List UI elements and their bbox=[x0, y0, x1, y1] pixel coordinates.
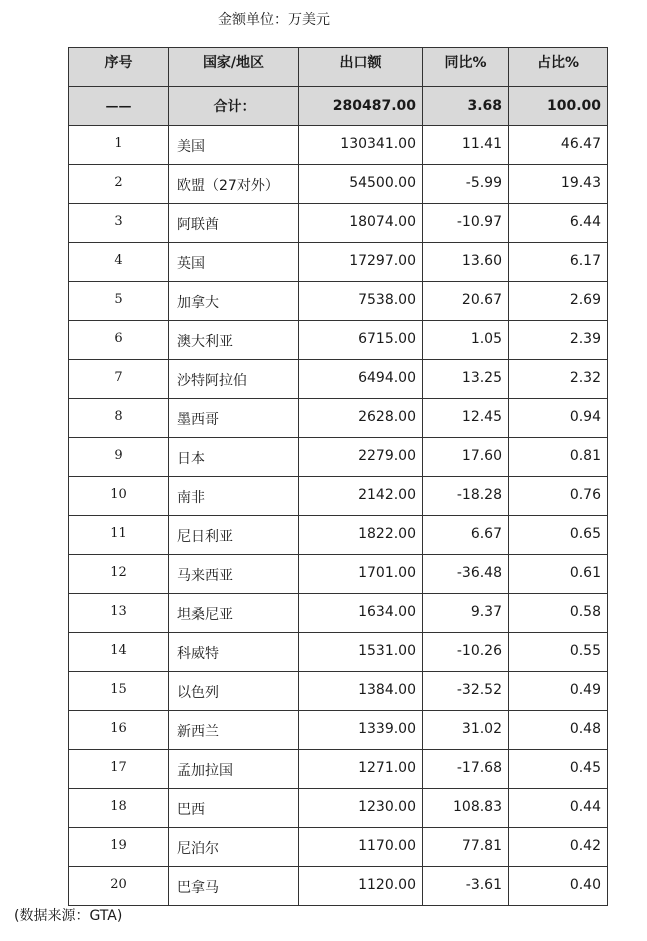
header-yoy: 同比% bbox=[423, 48, 509, 87]
row-yoy: -10.97 bbox=[423, 204, 509, 243]
row-export: 1339.00 bbox=[299, 711, 423, 750]
row-yoy: 6.67 bbox=[423, 516, 509, 555]
row-share: 0.81 bbox=[509, 438, 608, 477]
row-share: 6.44 bbox=[509, 204, 608, 243]
row-share: 0.48 bbox=[509, 711, 608, 750]
row-export: 6494.00 bbox=[299, 360, 423, 399]
row-export: 1701.00 bbox=[299, 555, 423, 594]
row-export: 18074.00 bbox=[299, 204, 423, 243]
table-row bbox=[69, 711, 608, 750]
export-table bbox=[68, 47, 608, 906]
row-export: 1230.00 bbox=[299, 789, 423, 828]
row-country: 南非 bbox=[169, 477, 299, 516]
row-country: 澳大利亚 bbox=[169, 321, 299, 360]
row-share: 19.43 bbox=[509, 165, 608, 204]
row-yoy: -10.26 bbox=[423, 633, 509, 672]
row-seq: 10 bbox=[69, 477, 169, 516]
table-row bbox=[69, 633, 608, 672]
table-row bbox=[69, 477, 608, 516]
row-country: 科威特 bbox=[169, 633, 299, 672]
row-yoy: 31.02 bbox=[423, 711, 509, 750]
total-seq: —— bbox=[69, 87, 169, 126]
row-share: 0.49 bbox=[509, 672, 608, 711]
row-export: 1120.00 bbox=[299, 867, 423, 906]
row-yoy: 13.60 bbox=[423, 243, 509, 282]
row-export: 7538.00 bbox=[299, 282, 423, 321]
row-share: 0.94 bbox=[509, 399, 608, 438]
total-row bbox=[69, 87, 608, 126]
row-yoy: -3.61 bbox=[423, 867, 509, 906]
row-export: 1384.00 bbox=[299, 672, 423, 711]
row-export: 6715.00 bbox=[299, 321, 423, 360]
row-export: 1634.00 bbox=[299, 594, 423, 633]
row-share: 46.47 bbox=[509, 126, 608, 165]
row-yoy: -32.52 bbox=[423, 672, 509, 711]
row-share: 0.40 bbox=[509, 867, 608, 906]
row-seq: 6 bbox=[69, 321, 169, 360]
row-seq: 2 bbox=[69, 165, 169, 204]
source-note: (数据来源：GTA) bbox=[14, 908, 123, 924]
row-yoy: -18.28 bbox=[423, 477, 509, 516]
unit-label: 金额单位：万美元 bbox=[218, 12, 330, 28]
row-yoy: 11.41 bbox=[423, 126, 509, 165]
table-row bbox=[69, 828, 608, 867]
row-export: 54500.00 bbox=[299, 165, 423, 204]
row-seq: 7 bbox=[69, 360, 169, 399]
row-yoy: 108.83 bbox=[423, 789, 509, 828]
row-country: 加拿大 bbox=[169, 282, 299, 321]
row-country: 美国 bbox=[169, 126, 299, 165]
table-row bbox=[69, 516, 608, 555]
row-export: 2142.00 bbox=[299, 477, 423, 516]
row-share: 0.55 bbox=[509, 633, 608, 672]
row-seq: 20 bbox=[69, 867, 169, 906]
table-row bbox=[69, 126, 608, 165]
row-share: 0.61 bbox=[509, 555, 608, 594]
row-yoy: 12.45 bbox=[423, 399, 509, 438]
row-export: 2628.00 bbox=[299, 399, 423, 438]
row-share: 0.42 bbox=[509, 828, 608, 867]
row-seq: 9 bbox=[69, 438, 169, 477]
table-row bbox=[69, 594, 608, 633]
header-share: 占比% bbox=[509, 48, 608, 87]
table-row bbox=[69, 165, 608, 204]
row-seq: 4 bbox=[69, 243, 169, 282]
total-yoy: 3.68 bbox=[423, 87, 509, 126]
row-yoy: 1.05 bbox=[423, 321, 509, 360]
row-share: 2.32 bbox=[509, 360, 608, 399]
row-share: 2.69 bbox=[509, 282, 608, 321]
row-export: 1822.00 bbox=[299, 516, 423, 555]
row-seq: 16 bbox=[69, 711, 169, 750]
table-row bbox=[69, 438, 608, 477]
header-country: 国家/地区 bbox=[169, 48, 299, 87]
row-export: 1531.00 bbox=[299, 633, 423, 672]
table-row bbox=[69, 399, 608, 438]
row-export: 17297.00 bbox=[299, 243, 423, 282]
table-row bbox=[69, 750, 608, 789]
row-seq: 19 bbox=[69, 828, 169, 867]
row-export: 1170.00 bbox=[299, 828, 423, 867]
row-export: 130341.00 bbox=[299, 126, 423, 165]
row-seq: 12 bbox=[69, 555, 169, 594]
row-country: 以色列 bbox=[169, 672, 299, 711]
row-seq: 17 bbox=[69, 750, 169, 789]
row-seq: 8 bbox=[69, 399, 169, 438]
row-yoy: 77.81 bbox=[423, 828, 509, 867]
row-seq: 14 bbox=[69, 633, 169, 672]
row-seq: 11 bbox=[69, 516, 169, 555]
row-seq: 13 bbox=[69, 594, 169, 633]
row-seq: 18 bbox=[69, 789, 169, 828]
table-row bbox=[69, 672, 608, 711]
row-share: 0.58 bbox=[509, 594, 608, 633]
row-seq: 1 bbox=[69, 126, 169, 165]
row-export: 2279.00 bbox=[299, 438, 423, 477]
table-row bbox=[69, 867, 608, 906]
row-yoy: -5.99 bbox=[423, 165, 509, 204]
row-seq: 5 bbox=[69, 282, 169, 321]
row-country: 尼泊尔 bbox=[169, 828, 299, 867]
table-row bbox=[69, 243, 608, 282]
header-seq: 序号 bbox=[69, 48, 169, 87]
table-row bbox=[69, 204, 608, 243]
row-country: 巴拿马 bbox=[169, 867, 299, 906]
table-row bbox=[69, 555, 608, 594]
row-country: 新西兰 bbox=[169, 711, 299, 750]
row-country: 孟加拉国 bbox=[169, 750, 299, 789]
table-row bbox=[69, 789, 608, 828]
row-seq: 3 bbox=[69, 204, 169, 243]
total-label: 合计： bbox=[169, 87, 299, 126]
row-country: 阿联酋 bbox=[169, 204, 299, 243]
row-country: 英国 bbox=[169, 243, 299, 282]
row-country: 沙特阿拉伯 bbox=[169, 360, 299, 399]
row-country: 坦桑尼亚 bbox=[169, 594, 299, 633]
row-country: 尼日利亚 bbox=[169, 516, 299, 555]
row-share: 6.17 bbox=[509, 243, 608, 282]
table-row bbox=[69, 321, 608, 360]
row-share: 0.45 bbox=[509, 750, 608, 789]
row-country: 巴西 bbox=[169, 789, 299, 828]
row-yoy: 9.37 bbox=[423, 594, 509, 633]
row-country: 欧盟（27对外） bbox=[169, 165, 299, 204]
row-yoy: 17.60 bbox=[423, 438, 509, 477]
row-seq: 15 bbox=[69, 672, 169, 711]
row-share: 0.44 bbox=[509, 789, 608, 828]
row-yoy: 13.25 bbox=[423, 360, 509, 399]
row-yoy: -17.68 bbox=[423, 750, 509, 789]
table-row bbox=[69, 360, 608, 399]
row-share: 0.65 bbox=[509, 516, 608, 555]
table-row bbox=[69, 282, 608, 321]
row-share: 2.39 bbox=[509, 321, 608, 360]
header-row bbox=[69, 48, 608, 87]
header-export: 出口额 bbox=[299, 48, 423, 87]
total-export: 280487.00 bbox=[299, 87, 423, 126]
row-country: 墨西哥 bbox=[169, 399, 299, 438]
row-country: 日本 bbox=[169, 438, 299, 477]
row-yoy: 20.67 bbox=[423, 282, 509, 321]
row-export: 1271.00 bbox=[299, 750, 423, 789]
row-share: 0.76 bbox=[509, 477, 608, 516]
total-share: 100.00 bbox=[509, 87, 608, 126]
row-yoy: -36.48 bbox=[423, 555, 509, 594]
row-country: 马来西亚 bbox=[169, 555, 299, 594]
